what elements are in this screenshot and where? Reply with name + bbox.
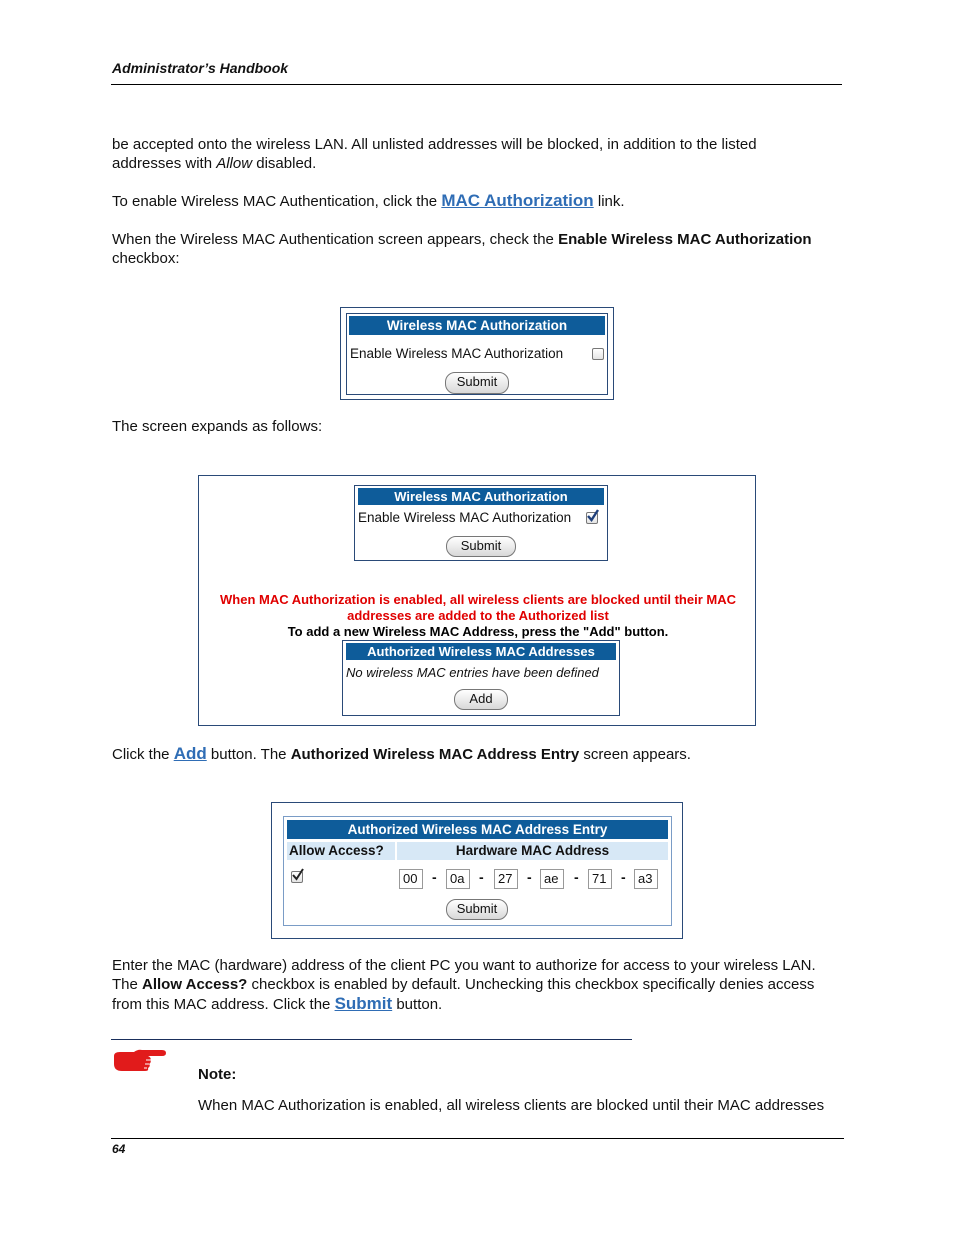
mac-authorization-link[interactable]: MAC Authorization bbox=[441, 191, 594, 210]
allow-access-checkbox[interactable] bbox=[291, 871, 303, 883]
enable-label: Enable Wireless MAC Authorization bbox=[350, 346, 564, 361]
entry-title: Authorized Wireless MAC Address Entry bbox=[287, 820, 668, 839]
warning-line-2: addresses are added to the Authorized list bbox=[347, 608, 609, 623]
page-number: 64 bbox=[112, 1142, 126, 1156]
mac-octet-5[interactable]: 71 bbox=[588, 869, 612, 889]
mac-octet-6[interactable]: a3 bbox=[634, 869, 658, 889]
enable-text-end: link. bbox=[593, 193, 625, 210]
allow-access-bold: Allow Access? bbox=[142, 976, 248, 993]
submit-button[interactable]: Submit bbox=[445, 372, 509, 394]
add-text-mid: button. The bbox=[206, 746, 291, 763]
mac-octet-2[interactable]: 0a bbox=[446, 869, 470, 889]
screenshot-mac-auth-unchecked bbox=[340, 307, 614, 400]
mac-octet-3[interactable]: 27 bbox=[494, 869, 518, 889]
intro-line-1: be accepted onto the wireless LAN. All unlisted addresses will be blocked, in addition to the listed bbox=[112, 136, 757, 153]
enable-label: Enable Wireless MAC Authorization bbox=[358, 510, 572, 525]
mac-separator: - bbox=[527, 869, 532, 885]
enable-checkbox[interactable] bbox=[592, 348, 604, 360]
mac-separator: - bbox=[479, 869, 484, 885]
pointing-hand-icon bbox=[112, 1046, 168, 1078]
enter-mac-text-pre: from this MAC address. Click the bbox=[112, 996, 335, 1013]
add-text: Click the bbox=[112, 746, 174, 763]
add-click-instruction bbox=[112, 744, 847, 764]
mac-separator: - bbox=[574, 869, 579, 885]
screenshot-mac-auth-expanded bbox=[198, 475, 756, 726]
screenshot-mac-entry bbox=[271, 802, 683, 939]
note-text: When MAC Authorization is enabled, all wireless clients are blocked until their MAC addresses bbox=[198, 1097, 825, 1114]
enter-mac-line-3 bbox=[112, 994, 847, 1014]
mac-separator: - bbox=[621, 869, 626, 885]
mac-entry-panel bbox=[283, 816, 672, 926]
add-link[interactable]: Add bbox=[173, 744, 207, 763]
empty-list-message: No wireless MAC entries have been defined bbox=[346, 665, 599, 680]
checkmark-icon bbox=[586, 509, 600, 523]
enter-mac-text: The bbox=[112, 976, 143, 993]
hardware-mac-header: Hardware MAC Address bbox=[397, 842, 668, 860]
mac-octet-4[interactable]: ae bbox=[540, 869, 564, 889]
checkmark-icon bbox=[291, 868, 305, 882]
enable-instruction bbox=[112, 191, 847, 211]
add-instruction: To add a new Wireless MAC Address, press the "Add" button. bbox=[287, 624, 669, 639]
warning-line-1: When MAC Authorization is enabled, all wireless clients are blocked until their MAC bbox=[220, 592, 736, 607]
enter-mac-paragraph bbox=[112, 956, 847, 1014]
submit-button[interactable]: Submit bbox=[446, 899, 508, 920]
allow-emphasis: Allow bbox=[216, 155, 253, 172]
submit-link[interactable]: Submit bbox=[334, 994, 393, 1013]
intro-text: addresses with bbox=[112, 155, 217, 172]
check-text-line-2: checkbox: bbox=[112, 250, 180, 267]
panel-title: Wireless MAC Authorization bbox=[349, 316, 605, 335]
enter-mac-text-end: button. bbox=[392, 996, 443, 1013]
enable-text: To enable Wireless MAC Authentication, click the bbox=[112, 193, 442, 210]
enter-mac-line-2 bbox=[112, 975, 847, 994]
expand-text: The screen expands as follows: bbox=[112, 418, 323, 435]
header-divider bbox=[111, 84, 842, 85]
mac-octet-1[interactable]: 00 bbox=[399, 869, 423, 889]
intro-line-2 bbox=[112, 154, 847, 173]
add-button[interactable]: Add bbox=[454, 689, 508, 710]
mac-separator: - bbox=[432, 869, 437, 885]
note-label: Note: bbox=[198, 1066, 237, 1083]
mac-auth-panel bbox=[346, 313, 608, 395]
mac-auth-panel-checked bbox=[354, 485, 608, 561]
note-divider bbox=[111, 1039, 632, 1040]
footer-divider bbox=[111, 1138, 844, 1139]
enter-mac-text-mid: checkbox is enabled by default. Unchecking this checkbox specifically denies access bbox=[247, 976, 815, 993]
running-header: Administrator’s Handbook bbox=[112, 60, 289, 76]
submit-button[interactable]: Submit bbox=[446, 536, 516, 557]
add-text-end: screen appears. bbox=[579, 746, 691, 763]
entry-screen-name: Authorized Wireless MAC Address Entry bbox=[290, 746, 580, 763]
enter-mac-line-1: Enter the MAC (hardware) address of the client PC you want to authorize for access to your wireless LAN. bbox=[112, 957, 816, 974]
enable-checkbox-checked[interactable] bbox=[586, 512, 598, 524]
check-instruction bbox=[112, 230, 847, 268]
check-text: When the Wireless MAC Authentication screen appears, check the bbox=[112, 231, 559, 248]
allow-access-header: Allow Access? bbox=[287, 842, 395, 860]
authorized-list-panel bbox=[342, 640, 620, 716]
check-bold-label: Enable Wireless MAC Authorization bbox=[558, 231, 812, 248]
panel-title: Wireless MAC Authorization bbox=[358, 488, 604, 505]
list-title: Authorized Wireless MAC Addresses bbox=[346, 643, 616, 660]
intro-paragraph bbox=[112, 135, 847, 173]
intro-text-end: disabled. bbox=[252, 155, 317, 172]
